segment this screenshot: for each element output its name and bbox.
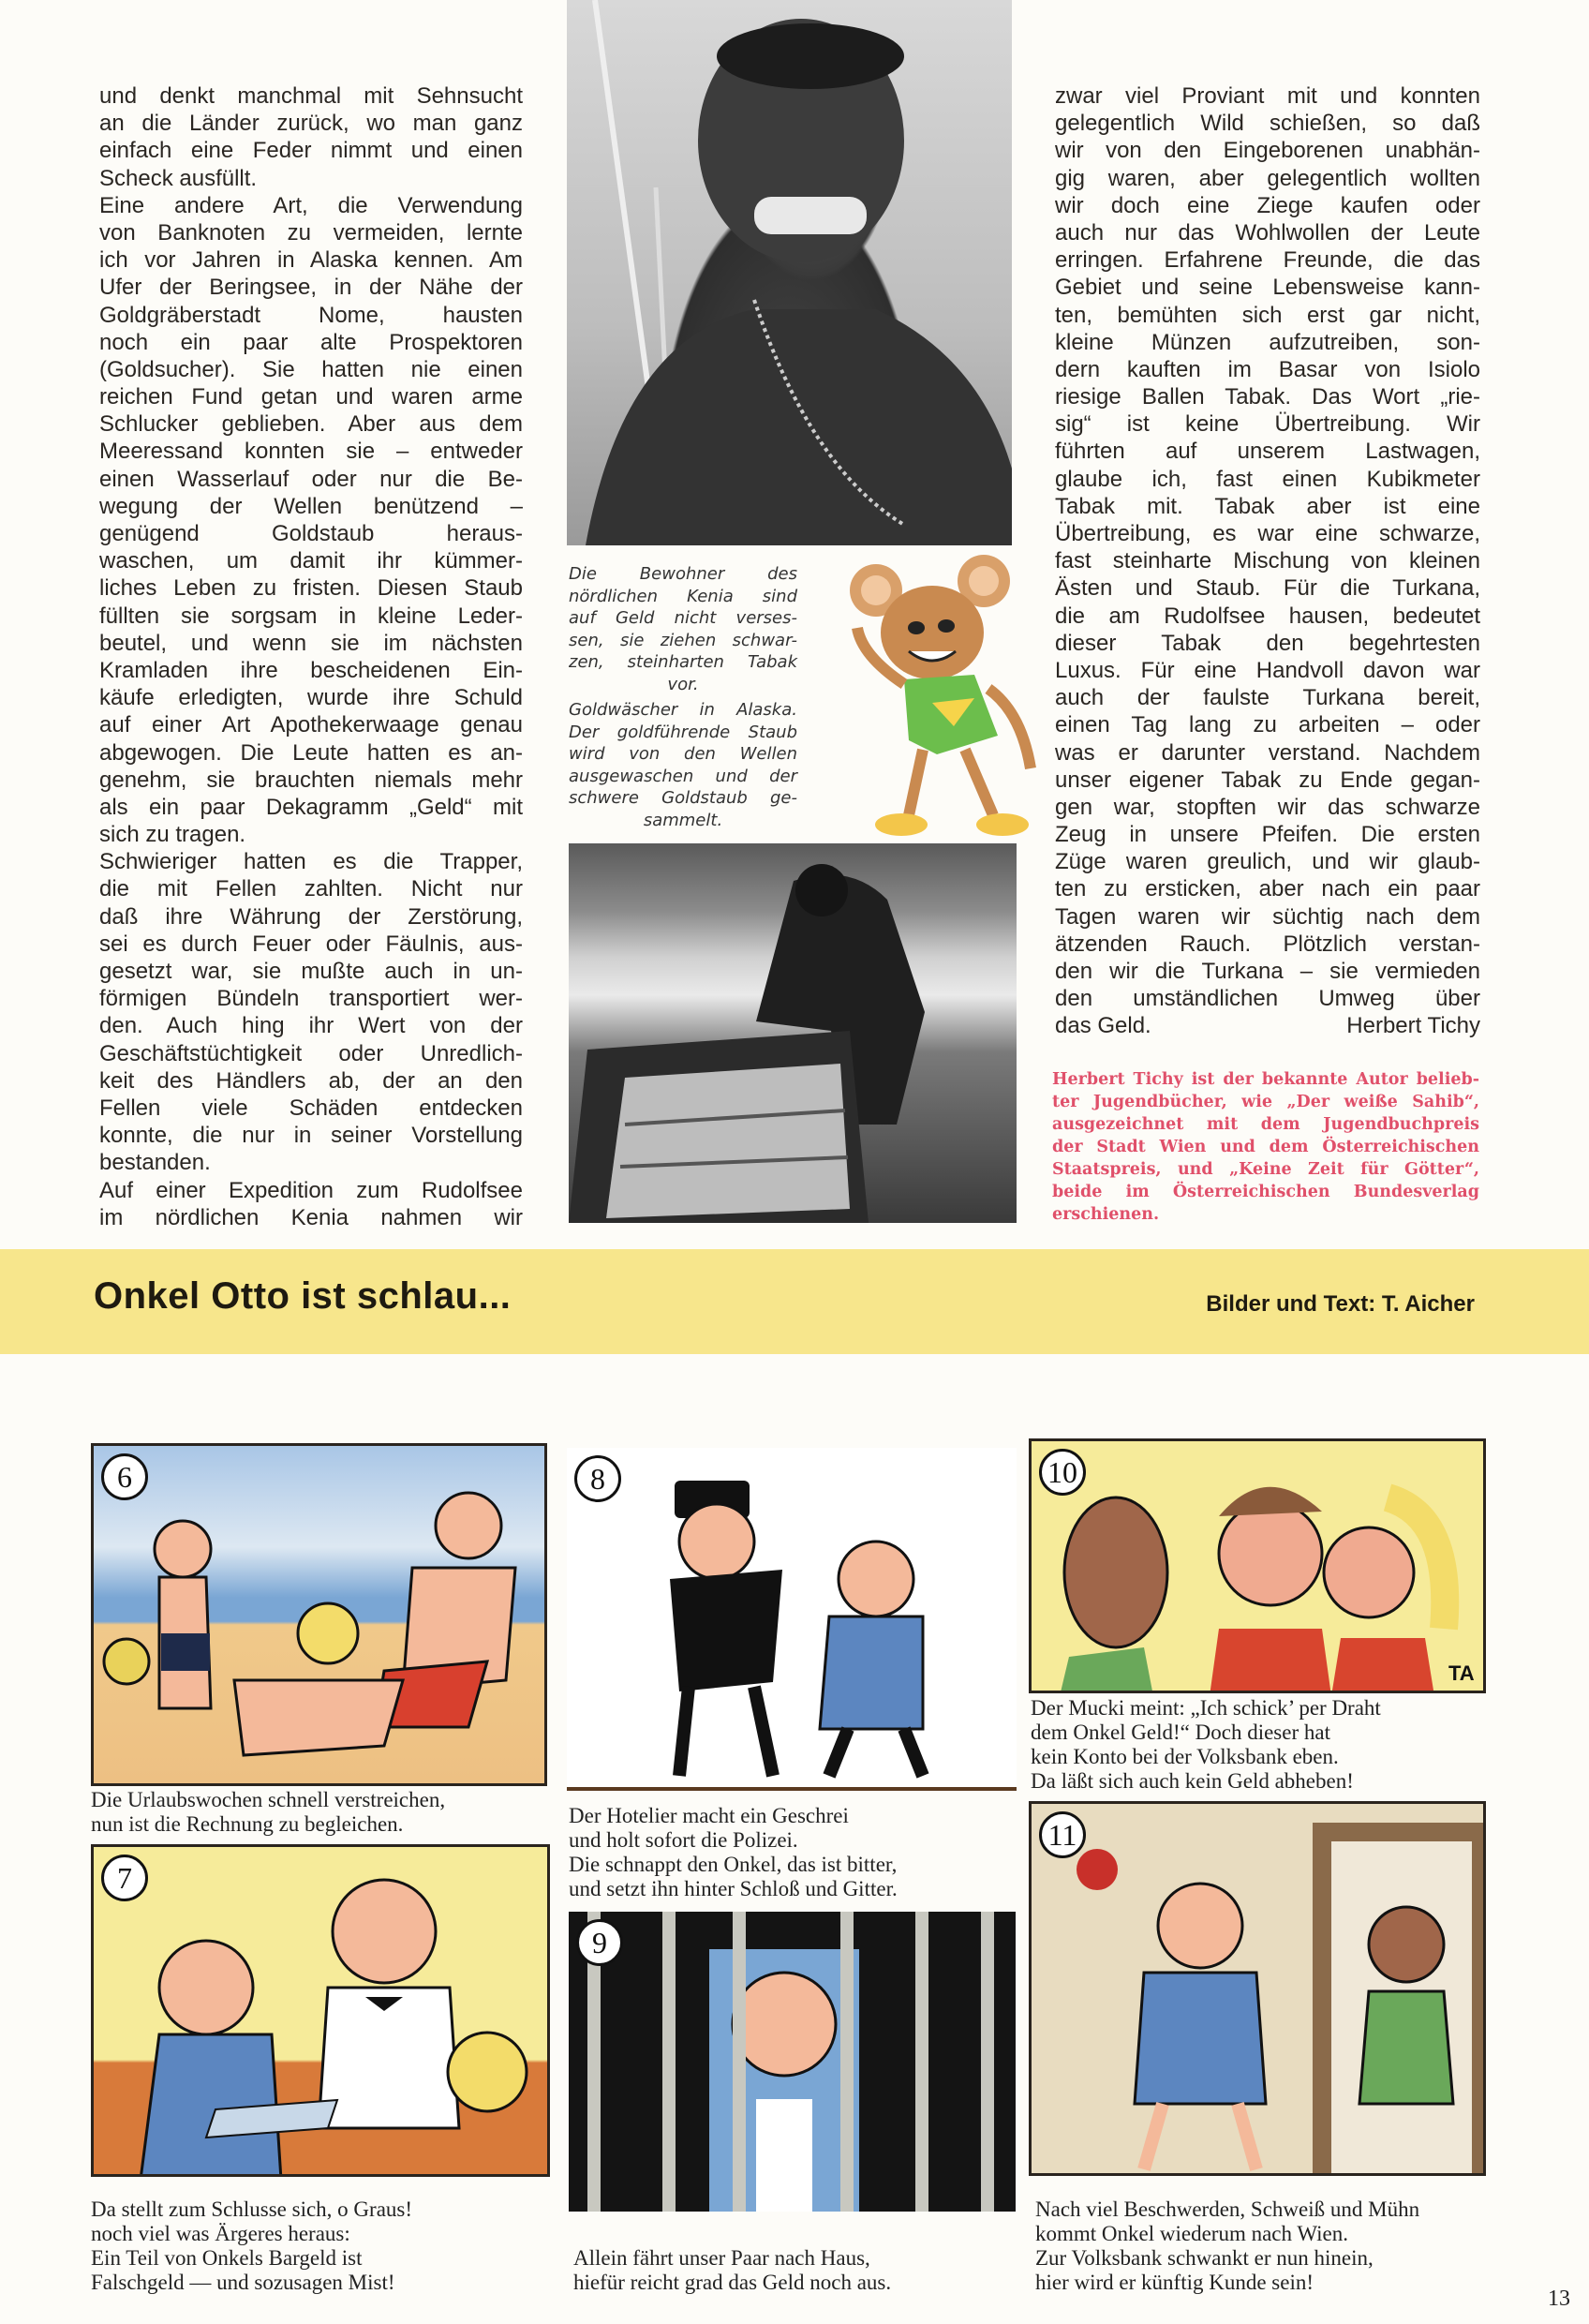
text-line: gig waren, aber gelegentlich wollten (1055, 165, 1480, 191)
text-line: riesige Ballen Tabak. Das Wort „rie- (1055, 384, 1480, 410)
comic-caption-9 (573, 2246, 891, 2295)
article-left-column (99, 82, 523, 1231)
text-line: auf Geld nicht verses- (569, 608, 797, 628)
text-line: Auf einer Expedition zum Rudolfsee (99, 1177, 523, 1203)
text-line: Allein fährt unser Paar nach Haus, (573, 2246, 870, 2270)
text-line: als ein paar Dekagramm „Geld“ mit (99, 794, 523, 820)
comic-credit: Bilder und Text: T. Aicher (1206, 1291, 1475, 1317)
text-line: Nach viel Beschwerden, Schweiß und Mühn (1035, 2197, 1420, 2221)
text-line: auf einer Art Apothekerwaage genau (99, 712, 523, 738)
text-line: hier wird er künftig Kunde sein! (1035, 2271, 1314, 2294)
text-line: erschienen. (1052, 1205, 1160, 1224)
text-line: Der goldführende Staub (569, 722, 797, 742)
text-line: die mit Fellen zahlten. Nicht nur (99, 876, 523, 902)
text-line: ausgezeichnet mit dem Jugendbuchpreis (1052, 1115, 1479, 1134)
text-line: auch nur das Wohlwollen der Leute (1055, 219, 1480, 246)
text-line: abgewogen. Die Leute hatten es an- (99, 739, 523, 766)
text-line: zwar viel Proviant mit und konnten (1055, 83, 1480, 109)
text-line: das Geld. Herbert Tichy (1055, 1013, 1480, 1039)
panel-number: 8 (574, 1455, 621, 1502)
text-line: wird von den Wellen (569, 744, 797, 764)
text-line: noch viel was Ärgeres heraus: (91, 2222, 350, 2245)
text-line: gen war, stopften wir das schwarze (1055, 794, 1480, 820)
text-line: daß ihre Währung der Zerstörung, (99, 903, 523, 930)
text-line: einen Tag lang zu arbeiten – oder (1055, 712, 1480, 738)
text-line: genehm, sie brauchten niemals mehr (99, 767, 523, 793)
text-line: Die schnappt den Onkel, das ist bitter, (569, 1853, 898, 1876)
text-line: (Goldsucher). Sie hatten nie einen (99, 356, 523, 382)
text-line: den. Auch hing ihr Wert von der (99, 1013, 523, 1039)
text-line: bestanden. (99, 1150, 211, 1176)
comic-caption-6 (91, 1788, 445, 1837)
author-signature: Herbert Tichy (1346, 1013, 1480, 1039)
text-line: Zur Volksbank schwankt er nun hinein, (1035, 2246, 1374, 2270)
text-line: Der Mucki meint: „Ich schick’ per Draht (1031, 1696, 1381, 1720)
text-line: kommt Onkel wiederum nach Wien. (1035, 2222, 1348, 2245)
text-line: Da läßt sich auch kein Geld abheben! (1031, 1769, 1354, 1793)
text-line: auch der faulste Turkana bereit, (1055, 685, 1480, 711)
text-line: den wir die Turkana – sie vermieden (1055, 959, 1480, 984)
text-line: die am Rudolfsee hausen, bedeutet (1055, 603, 1480, 629)
comic-panel-8 (567, 1448, 1017, 1791)
text-line: wir doch eine Ziege kaufen oder (1055, 192, 1480, 218)
text-line: ich vor Jahren in Alaska kennen. Am (99, 247, 523, 274)
text-line: förmigen Bündeln transportiert wer- (99, 986, 523, 1012)
text-line: Goldwäscher in Alaska. (569, 700, 797, 720)
kenya-man-illustration (567, 0, 1012, 545)
text-line: der Stadt Wien und dem Österreichischen (1052, 1138, 1479, 1156)
text-line: käufe erledigten, wurde ihre Schuld (99, 685, 523, 711)
text-line: Da stellt zum Schlusse sich, o Graus! (91, 2197, 413, 2221)
text-line: Die Urlaubswochen schnell verstreichen, (91, 1788, 446, 1811)
text-line: sei es durch Feuer oder Fäulnis, aus- (99, 931, 523, 957)
page-number: 13 (1548, 2287, 1570, 2311)
text-line: sammelt. (643, 810, 723, 830)
text-line: beide im Österreichischen Bundesverlag (1052, 1183, 1479, 1201)
text-line: Schlucker geblieben. Aber aus dem (99, 411, 523, 438)
text-line: und holt sofort die Polizei. (569, 1828, 798, 1852)
text-line: erringen. Erfahrene Freunde, die das (1055, 247, 1480, 274)
text-line: Tabak mit. Tabak aber ist eine (1055, 493, 1480, 519)
text-line: füllten sie sorgsam in kleine Leder- (99, 603, 523, 629)
mucki-and-children-illustration (1032, 1441, 1486, 1693)
text-line: zen, steinharten Tabak (569, 652, 797, 672)
comic-caption-11 (1035, 2197, 1419, 2295)
text-line: wegung der Wellen benützend – (99, 493, 523, 519)
text-line: Tagen waren wir süchtig nach dem (1055, 903, 1480, 930)
falschgeld-scene-illustration (94, 1847, 550, 2177)
text-line: den umständlichen Umweg über (1055, 986, 1480, 1012)
text-line: genügend Goldstaub heraus- (99, 521, 523, 546)
text-line: Geschäftstüchtigkeit oder Unredlich- (99, 1040, 523, 1066)
text-line: nun ist die Rechnung zu begleichen. (91, 1812, 404, 1836)
text-line: unser eigener Tabak zu Ende gegan- (1055, 767, 1480, 793)
panel-number: 6 (101, 1453, 148, 1500)
text-line: an die Länder zurück, wo man ganz (99, 111, 523, 137)
text-line: Die Bewohner des (569, 564, 797, 584)
comic-title-band (0, 1249, 1589, 1354)
text-line: Scheck ausfüllt. (99, 165, 258, 191)
text-line: Meeressand konnten sie – entweder (99, 439, 523, 465)
text-line: beutel, und wenn sie im nächsten (99, 630, 523, 656)
text-line: reichen Fund getan und waren arme (99, 384, 523, 410)
police-arrest-illustration (567, 1448, 1017, 1791)
text-line: schwere Goldstaub ge- (569, 788, 797, 808)
text-line: dieser Tabak den begehrtesten (1055, 630, 1480, 656)
caption-alaska-photo (569, 699, 797, 831)
return-to-vienna-illustration (1032, 1804, 1486, 2176)
text-line: Goldgräberstadt Nome, hausten (99, 302, 523, 328)
text-line: kein Konto bei der Volksbank eben. (1031, 1745, 1339, 1768)
text-line: Übertreibung, es war eine schwarze, (1055, 521, 1480, 546)
text-line: führten auf unserem Lastwagen, (1055, 439, 1480, 465)
text-line: dern kauften im Basar von Isiolo (1055, 356, 1480, 382)
text-line: Luxus. Für eine Handvoll davon war (1055, 657, 1480, 683)
comic-panel-10 (1029, 1438, 1486, 1693)
panel-number: 7 (101, 1855, 148, 1901)
comic-panel-7 (91, 1844, 550, 2177)
text-line: Schwieriger hatten es die Trapper, (99, 849, 523, 875)
article-right-column (1055, 82, 1480, 1040)
text-line: im nördlichen Kenia nahmen wir (99, 1204, 523, 1230)
comic-caption-7 (91, 2197, 412, 2295)
gold-washer-illustration (569, 843, 1017, 1223)
text-line: ausgewaschen und der (569, 766, 797, 786)
panel-number: 9 (576, 1919, 623, 1966)
author-note (1052, 1068, 1479, 1226)
photo-alaska-gold-washer (569, 843, 1017, 1223)
text-line: sig“ ist keine Übertreibung. Wir (1055, 411, 1480, 438)
text-line: ter Jugendbücher, wie „Der weiße Sahib“, (1052, 1093, 1479, 1111)
artist-mark: TA (1448, 1661, 1475, 1685)
text-line: liches Leben zu fristen. Diesen Staub (99, 575, 523, 602)
text-line: dem Onkel Geld!“ Doch dieser hat (1031, 1721, 1330, 1744)
text-line: sen, sie ziehen schwar- (569, 630, 797, 650)
text-line: waschen, um damit ihr kümmer- (99, 548, 523, 574)
mucki-mouse-mascot (843, 553, 1040, 843)
text-line: Gebiet und seine Lebensweise kann- (1055, 275, 1480, 301)
text-line: konnte, die nur in seiner Vorstellung (99, 1123, 523, 1149)
beach-scene-illustration (94, 1446, 547, 1786)
text-line: von Banknoten zu vermeiden, lernte (99, 219, 523, 246)
text-line: hiefür reicht grad das Geld noch aus. (573, 2271, 892, 2294)
text-line: einen Wasserlauf oder nur die Be- (99, 466, 523, 492)
text-line: Staatspreis, und „Keine Zeit für Götter“, (1052, 1160, 1479, 1179)
text-line: und denkt manchmal mit Sehnsucht (99, 83, 523, 109)
text-line: Der Hotelier macht ein Geschrei (569, 1804, 849, 1827)
text-line: sich zu tragen. (99, 822, 246, 848)
text-line: was er darunter verstand. Nachdem (1055, 739, 1480, 766)
text-line: glaube ich, fast einen Kubikmeter (1055, 466, 1480, 492)
text-line: und setzt ihn hinter Schloß und Gitter. (569, 1877, 898, 1900)
text-line: Ufer der Beringsee, in der Nähe der (99, 275, 523, 301)
text-line: wir von den Eingeborenen unabhän- (1055, 138, 1480, 164)
text-line: Herbert Tichy ist der bekannte Autor belieb- (1052, 1070, 1479, 1089)
text-line: nördlichen Kenia sind (569, 586, 797, 606)
comic-title: Onkel Otto ist schlau... (94, 1275, 512, 1317)
text-line: gelegentlich Wild schießen, so daß (1055, 111, 1480, 137)
comic-panel-9 (569, 1912, 1016, 2212)
text-line: Eine andere Art, die Verwendung (99, 192, 523, 218)
text-line: noch ein paar alte Prospektoren (99, 329, 523, 355)
text-line: Ein Teil von Onkels Bargeld ist (91, 2246, 363, 2270)
text-line: Kramladen ihre bescheidenen Ein- (99, 657, 523, 683)
text-line: Ästen und Staub. Für die Turkana, (1055, 575, 1480, 602)
text-line: gesetzt war, sie mußte auch in un- (99, 959, 523, 984)
text-line: ten zu ersticken, aber nach ein paar (1055, 876, 1480, 902)
text-line: ätzenden Rauch. Plötzlich verstan- (1055, 931, 1480, 957)
text-line: kleine Münzen aufzutreiben, son- (1055, 329, 1480, 355)
prison-bars-illustration (569, 1912, 1016, 2212)
comic-caption-8 (569, 1804, 898, 1901)
text-line: ten, bemühten sich erst gar nicht, (1055, 302, 1480, 328)
text-line: Zeug in unsere Pfeifen. Die ersten (1055, 822, 1480, 848)
caption-kenia-photo (569, 563, 797, 695)
comic-panel-11 (1029, 1801, 1486, 2176)
photo-kenya-man (567, 0, 1012, 545)
text-line: Züge waren greulich, und wir glaub- (1055, 849, 1480, 875)
panel-number: 10 (1039, 1449, 1086, 1496)
text-line: Fellen viele Schäden entdecken (99, 1095, 523, 1121)
panel-number: 11 (1039, 1811, 1086, 1858)
text-line: fast steinharte Mischung von kleinen (1055, 548, 1480, 574)
comic-caption-10 (1031, 1696, 1381, 1794)
text-line: Falschgeld — und sozusagen Mist! (91, 2271, 395, 2294)
text-line: keit des Händlers ab, der an den (99, 1067, 523, 1094)
text-line: vor. (667, 674, 699, 694)
comic-panel-6 (91, 1443, 547, 1786)
text-line: einfach eine Feder nimmt und einen (99, 138, 523, 164)
